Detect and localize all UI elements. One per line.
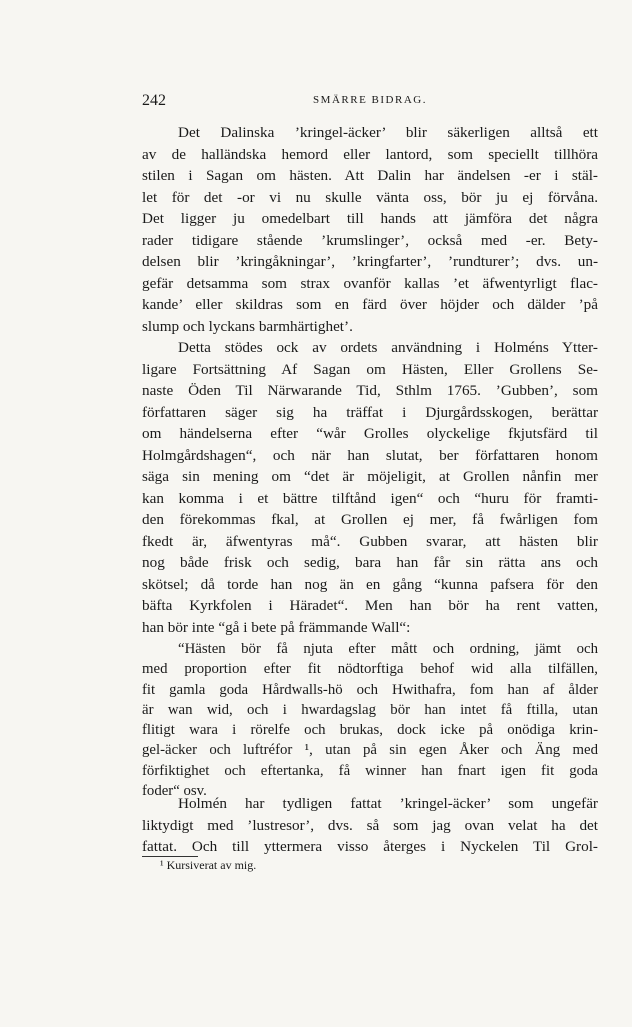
quote-line: flitigt wara i rörelfe och brukas, dock icke på onödiga krin-: [142, 722, 598, 739]
text-line: han bör inte “gå i bete på främmande Wall“:: [142, 618, 411, 636]
text-line: naste Öden Til Närwarande Tid, Sthlm 1765. ’Gubben’, som: [142, 382, 598, 399]
text-line: slump och lyckans barmhärtighet’.: [142, 317, 353, 335]
text-line: den förekommas fkal, at Grollen ej mer, få fwårligen fom: [142, 511, 598, 528]
text-line: let för det -or vi nu skulle vänta oss, bör ju ej förvåna.: [142, 188, 598, 206]
text-line: kan komma i et bättre tilftånd igen“ och “huru för framti-: [142, 489, 598, 507]
text-line: säga sin mening om “det är möjeligit, at Grollen nånfin mer: [142, 468, 598, 485]
text-line: av de halländska hemord eller lantord, som speciellt tillhöra: [142, 145, 598, 163]
quote-line: med proportion efter fit nödtorftiga behof wid alla tilfällen,: [142, 661, 598, 678]
running-head: SMÄRRE BIDRAG.: [313, 94, 427, 106]
text-line: delsen blir ’kringåkningar’, ’kringfarter’, ’rundturer’; dvs. un-: [142, 253, 598, 270]
text-line: Detta stödes ock av ordets användning i Holméns Ytter-: [178, 339, 598, 356]
text-line: om händelserna efter “wår Grolles olyckelige fkjutsfärd til: [142, 425, 598, 442]
footnote: ¹ Kursiverat av mig.: [160, 858, 257, 872]
body-text: [142, 122, 598, 638]
page-header: [142, 92, 598, 112]
footnote-rule: [142, 856, 198, 857]
text-line: gefär detsamma som strax ovanför kallas ’et äfwentyrligt flac-: [142, 274, 598, 292]
quote-line: gel-äcker och luftréfor ¹, utan på sin egen Åker och Äng med: [142, 742, 598, 759]
closing-paragraph: [142, 793, 598, 858]
text-line: författaren säger sig ha träffat i Djurgårdsskogen, berättar: [142, 403, 598, 421]
text-line: ligare Fortsättning Af Sagan om Hästen, Eller Grollens Se-: [142, 360, 598, 378]
quote-line: förfiktighet och eftertanka, få winner han fnart igen fit goda: [142, 762, 598, 779]
text-line: rader tidigare stående ’krumslinger’, också med -er. Bety-: [142, 231, 598, 249]
quote-line: foder“ osv.: [142, 783, 207, 800]
text-line: skötsel; då torde han nog än en gång “kunna pafsera för den: [142, 575, 598, 593]
quote-line: är wan wid, och i hwardagslag bör han intet få ftilla, utan: [142, 701, 598, 718]
text-line: liktydigt med ’lustresor’, dvs. så som jag ovan velat ha det: [142, 816, 598, 834]
text-line: Det Dalinska ’kringel-äcker’ blir säkerligen alltså ett: [178, 124, 598, 141]
quote-line: “Hästen bör få njuta efter mått och ordning, jämt och: [178, 641, 598, 657]
text-line: bäfta Kyrkfolen i Häradet“. Men han bör ha rent vatten,: [142, 597, 598, 614]
text-line: Det ligger ju omedelbart till hands att jämföra det några: [142, 210, 598, 227]
text-line: Holmgårdshagen“, och när han slutat, ber författaren honom: [142, 446, 598, 464]
text-line: stilen i Sagan om hästen. Att Dalin har ändelsen -er i stäl-: [142, 167, 598, 184]
text-line: nog både frisk och sedig, bara han får sin rätta ans och: [142, 554, 598, 571]
quote-line: fit gamla goda Hårdwalls-hö och Hwithafra, fom han af ålder: [142, 681, 598, 698]
text-line: kande’ eller skildras som en färd över höjder och dälder ’på: [142, 296, 598, 313]
text-line: Holmén har tydligen fattat ’kringel-äcker’ som ungefär: [178, 795, 598, 812]
page-number: 242: [142, 92, 166, 109]
text-line: fattat. Och till yttermera visso återges i Nyckelen Til Grol-: [142, 838, 598, 855]
block-quote: [142, 639, 598, 801]
text-line: fkedt är, äfwentyras må“. Gubben svarar, att hästen blir: [142, 532, 598, 550]
